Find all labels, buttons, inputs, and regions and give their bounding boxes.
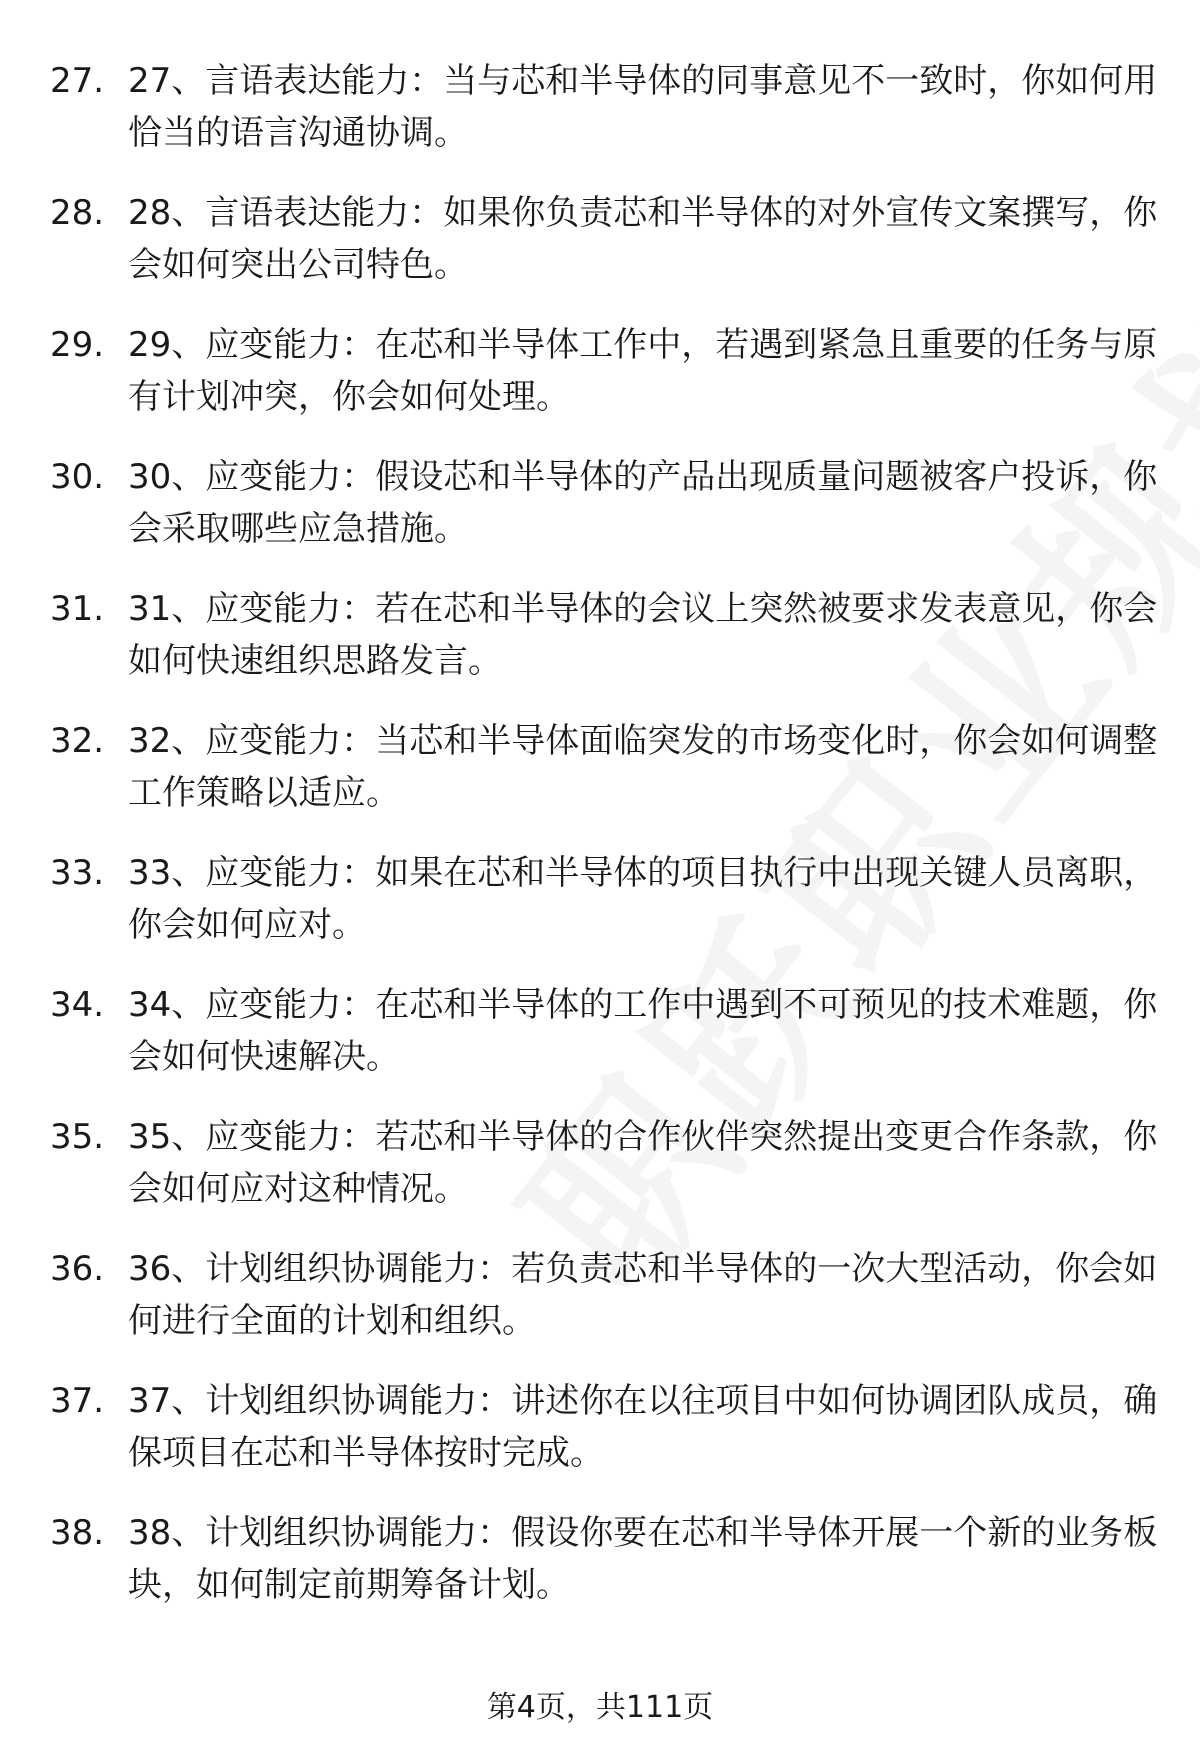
question-number: 32. <box>50 721 105 761</box>
question-item <box>50 319 1160 423</box>
question-number: 28. <box>50 193 105 233</box>
question-number: 33. <box>50 853 105 893</box>
question-text: 29、应变能力：在芯和半导体工作中，若遇到紧急且重要的任务与原有计划冲突，你会如何处理。 <box>128 325 1158 417</box>
question-text: 38、计划组织协调能力：假设你要在芯和半导体开展一个新的业务板块，如何制定前期筹备计划。 <box>128 1513 1158 1605</box>
question-text: 36、计划组织协调能力：若负责芯和半导体的一次大型活动，你会如何进行全面的计划和组织。 <box>128 1249 1158 1341</box>
question-text: 27、言语表达能力：当与芯和半导体的同事意见不一致时，你如何用恰当的语言沟通协调。 <box>128 61 1158 153</box>
question-number: 27. <box>50 61 105 101</box>
question-item <box>50 979 1160 1083</box>
question-text: 30、应变能力：假设芯和半导体的产品出现质量问题被客户投诉，你会采取哪些应急措施。 <box>128 457 1158 549</box>
question-item <box>50 1375 1160 1479</box>
question-item <box>50 1111 1160 1215</box>
question-item <box>50 55 1160 159</box>
page-footer <box>0 1688 1200 1728</box>
question-list <box>50 55 1160 1639</box>
question-item <box>50 1243 1160 1347</box>
question-text: 31、应变能力：若在芯和半导体的会议上突然被要求发表意见，你会如何快速组织思路发言。 <box>128 589 1158 681</box>
question-number: 38. <box>50 1513 105 1553</box>
question-item <box>50 715 1160 819</box>
question-text: 37、计划组织协调能力：讲述你在以往项目中如何协调团队成员，确保项目在芯和半导体按时完成。 <box>128 1381 1158 1473</box>
question-number: 37. <box>50 1381 105 1421</box>
page-indicator: 第4页，共111页 <box>486 1690 714 1725</box>
question-item <box>50 187 1160 291</box>
question-item <box>50 583 1160 687</box>
question-text: 33、应变能力：如果在芯和半导体的项目执行中出现关键人员离职，你会如何应对。 <box>128 853 1158 945</box>
question-text: 28、言语表达能力：如果你负责芯和半导体的对外宣传文案撰写，你会如何突出公司特色。 <box>128 193 1158 285</box>
question-number: 29. <box>50 325 105 365</box>
question-number: 34. <box>50 985 105 1025</box>
question-item <box>50 1507 1160 1611</box>
question-number: 36. <box>50 1249 105 1289</box>
question-text: 32、应变能力：当芯和半导体面临突发的市场变化时，你会如何调整工作策略以适应。 <box>128 721 1158 813</box>
question-text: 34、应变能力：在芯和半导体的工作中遇到不可预见的技术难题，你会如何快速解决。 <box>128 985 1158 1077</box>
question-text: 35、应变能力：若芯和半导体的合作伙伴突然提出变更合作条款，你会如何应对这种情况。 <box>128 1117 1158 1209</box>
question-item <box>50 847 1160 951</box>
question-number: 31. <box>50 589 105 629</box>
question-number: 30. <box>50 457 105 497</box>
question-number: 35. <box>50 1117 105 1157</box>
question-item <box>50 451 1160 555</box>
